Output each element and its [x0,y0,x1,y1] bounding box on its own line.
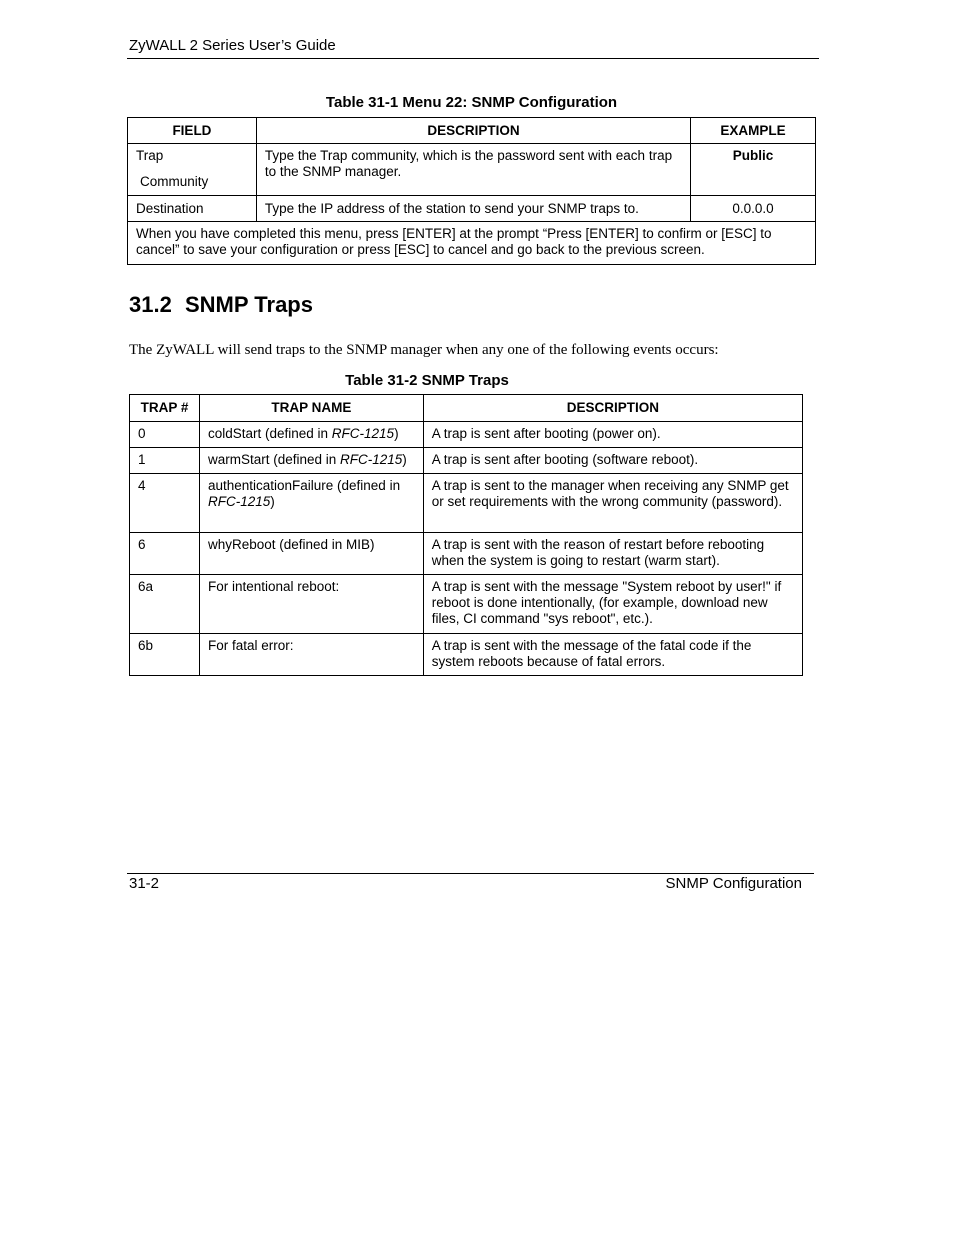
field-label: Community [140,174,209,189]
column-header: DESCRIPTION [256,118,690,144]
table-row [128,196,816,222]
snmp-traps-table [129,394,803,676]
table-row [128,222,816,265]
description-cell: Type the IP address of the station to send your SNMP traps to. [256,196,690,222]
trap-name-text: warmStart (defined in [207,452,341,467]
trap-name-cell [199,448,423,474]
trap-number-cell: 1 [130,448,200,474]
column-header: TRAP # [130,395,200,422]
trap-name-text: ) [270,494,275,509]
chapter-title: SNMP Configuration [665,875,802,892]
column-header: FIELD [128,118,257,144]
rfc-reference: RFC-1215 [331,426,395,441]
description-cell: A trap is sent with the reason of restart before rebooting when the system is going to restart (warm start). [423,533,802,575]
description-cell: A trap is sent with the message of the fatal code if the system reboots because of fatal errors. [423,634,802,676]
description-cell: A trap is sent after booting (power on). [423,422,802,448]
rfc-reference: RFC-1215 [340,452,403,467]
field-cell: Destination [128,196,257,222]
table-header-row [128,118,816,144]
page-number: 31-2 [129,875,160,892]
table-row [130,634,803,676]
body-paragraph: The ZyWALL will send traps to the SNMP manager when any one of the following events occurs: [129,342,719,358]
trap-name-text: authenticationFailure (defined in [207,478,401,493]
column-header: DESCRIPTION [423,395,802,422]
table-caption: Table 31-1 Menu 22: SNMP Configuration [325,94,618,111]
description-cell: A trap is sent after booting (software reboot). [423,448,802,474]
table-row [130,448,803,474]
trap-name-text: ) [394,426,399,441]
trap-name-text: ) [402,452,407,467]
header-rule [127,58,819,59]
trap-number-cell: 6b [130,634,200,676]
section-number: 31.2 [129,292,172,317]
field-cell [128,144,257,196]
column-header: EXAMPLE [691,118,816,144]
snmp-configuration-table [127,117,816,265]
rfc-reference: RFC-1215 [207,494,271,509]
table-row [130,533,803,575]
running-header: ZyWALL 2 Series User’s Guide [129,37,336,54]
trap-name-cell: For intentional reboot: [199,575,423,634]
trap-number-cell: 6a [130,575,200,634]
table-note: When you have completed this menu, press [ENTER] at the prompt “Press [ENTER] to confirm or [ESC] to cancel” to save your configuration or press [ESC] to cancel and go back to the previous screen. [128,222,816,265]
description-cell: A trap is sent with the message "System reboot by user!" if reboot is done intentionally, (for example, download new files, CI command "sys reboot", etc.). [423,575,802,634]
section-title: SNMP Traps [185,292,313,317]
description-cell: Type the Trap community, which is the password sent with each trap to the SNMP manager. [256,144,690,196]
table-caption: Table 31-2 SNMP Traps [345,372,509,389]
column-header: TRAP NAME [199,395,423,422]
table-row [128,144,816,196]
trap-number-cell: 4 [130,474,200,533]
trap-number-cell: 0 [130,422,200,448]
section-heading [129,292,313,318]
example-cell: Public [691,144,816,196]
trap-name-cell: whyReboot (defined in MIB) [199,533,423,575]
trap-name-cell: For fatal error: [199,634,423,676]
field-label: Trap [136,148,164,163]
table-header-row [130,395,803,422]
table-row [130,422,803,448]
trap-name-text: coldStart (defined in [207,426,332,441]
example-cell: 0.0.0.0 [691,196,816,222]
trap-number-cell: 6 [130,533,200,575]
table-row [130,575,803,634]
description-cell: A trap is sent to the manager when receiving any SNMP get or set requirements with the wrong community (password). [423,474,802,533]
trap-name-cell [199,474,423,533]
trap-name-cell [199,422,423,448]
footer-rule [127,873,814,874]
table-row [130,474,803,533]
